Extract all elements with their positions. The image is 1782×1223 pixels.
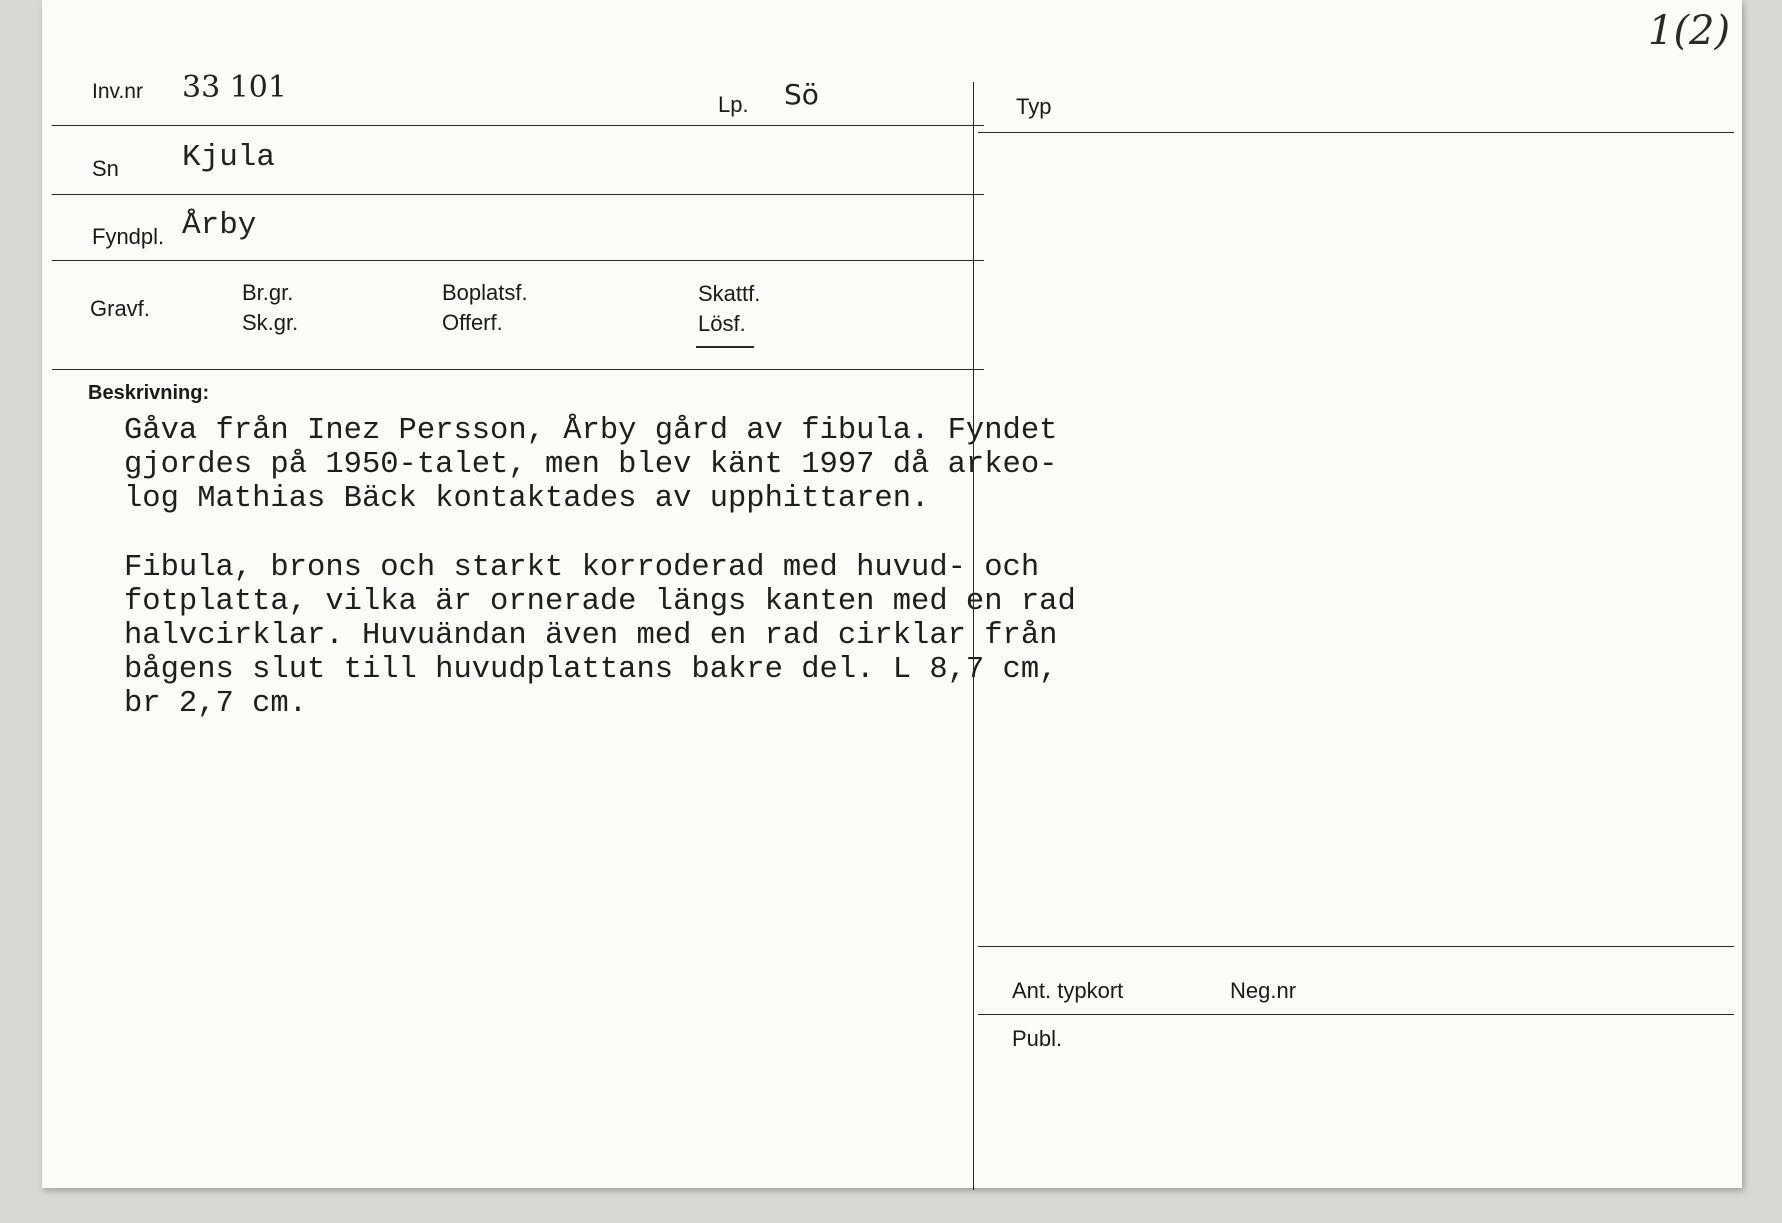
fyndpl-value: Årby [182, 208, 257, 243]
rule-fyndpl [52, 260, 984, 261]
offerf-label: Offerf. [442, 310, 503, 335]
neg-nr-label: Neg.nr [1230, 978, 1297, 1003]
rule-categories [52, 369, 984, 370]
ant-typkort-label: Ant. typkort [1012, 978, 1124, 1003]
description-line-1: Gåva från Inez Persson, Årby gård av fibula. Fyndet [124, 414, 1058, 448]
description-line-4: Fibula, brons och starkt korroderad med huvud- och [124, 551, 1040, 585]
sk-gr-label: Sk.gr. [242, 310, 299, 335]
rule-typ [978, 132, 1734, 133]
br-gr-label: Br.gr. [242, 280, 294, 305]
description-line-5: fotplatta, vilka är ornerade längs kanten med en rad [124, 585, 1076, 619]
typ-label: Typ [1016, 94, 1052, 119]
beskrivning-label: Beskrivning: [88, 382, 210, 404]
sn-value: Kjula [182, 140, 276, 175]
gravf-label: Gravf. [90, 296, 150, 321]
lp-label: Lp. [718, 92, 749, 117]
rule-sn [52, 194, 984, 195]
publ-label: Publ. [1012, 1026, 1063, 1051]
column-divider [973, 82, 974, 1190]
description-line-8: br 2,7 cm. [124, 687, 308, 721]
inv-nr-label: Inv.nr [92, 80, 143, 103]
page-number: 1(2) [1648, 8, 1731, 54]
lp-value: Sö [784, 78, 819, 111]
rule-footer-top [978, 946, 1734, 947]
losf-underline [696, 346, 754, 348]
skattf-label: Skattf. [698, 281, 761, 306]
description-line-7: bågens slut till huvudplattans bakre del. L 8,7 cm, [124, 653, 1058, 687]
fyndpl-label: Fyndpl. [92, 224, 165, 249]
losf-label: Lösf. [698, 311, 746, 336]
inv-nr-value: 33 101 [182, 70, 287, 105]
description-line-2: gjordes på 1950-talet, men blev känt 1997 då arkeo- [124, 448, 1058, 482]
boplatsf-label: Boplatsf. [442, 280, 528, 305]
rule-header [52, 125, 984, 126]
catalog-card [42, 0, 1742, 1188]
sn-label: Sn [92, 156, 119, 181]
description-line-6: halvcirklar. Huvuändan även med en rad cirklar från [124, 619, 1058, 653]
rule-footer-mid [978, 1014, 1734, 1015]
description-line-3: log Mathias Bäck kontaktades av upphittaren. [124, 482, 930, 516]
